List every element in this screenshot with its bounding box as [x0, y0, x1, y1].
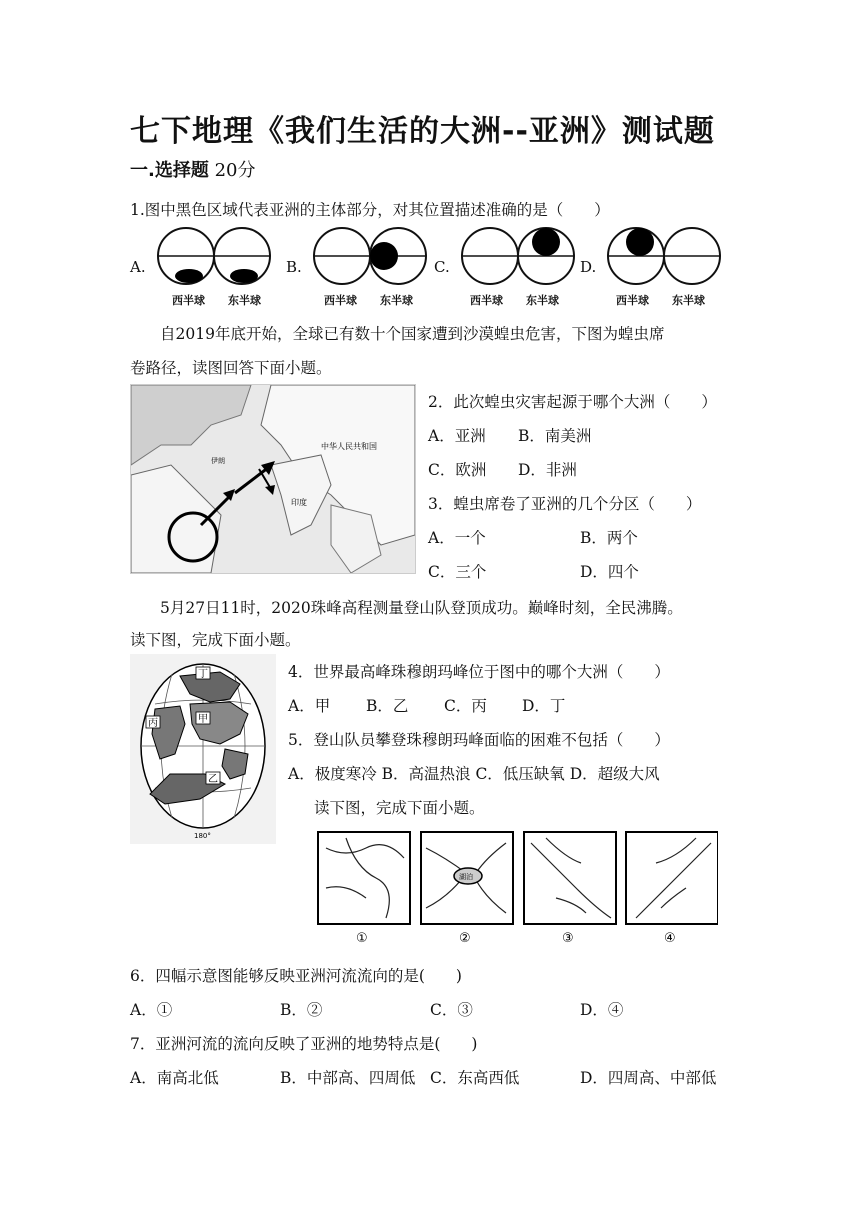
label-ding: 丁 — [198, 669, 208, 680]
q6-option-c: C．③ — [430, 1001, 473, 1019]
asia-shape — [230, 269, 258, 283]
q1-option-d-figure — [606, 226, 722, 288]
asia-shape — [175, 269, 203, 283]
q3-option-c: C．三个 — [428, 563, 487, 581]
q4-option-a: A．甲 — [288, 697, 331, 715]
section-heading — [130, 156, 255, 182]
locust-route-map — [130, 384, 416, 574]
q4-option-d: D．丁 — [522, 697, 566, 715]
q6-option-a: A．① — [130, 1001, 173, 1019]
west-hemisphere-label: 西半球 — [172, 294, 205, 307]
section-score: 20分 — [214, 160, 256, 181]
river-fig-4 — [626, 832, 718, 924]
q6-option-d: D．④ — [580, 1001, 624, 1019]
east-hemisphere-label: 东半球 — [672, 294, 705, 307]
q7-option-d: D．四周高、中部低 — [580, 1069, 717, 1087]
q2-option-b: B．南美洲 — [518, 427, 592, 445]
east-hemisphere-label: 东半球 — [526, 294, 559, 307]
everest-intro-line1: 5月27日11时，2020珠峰高程测量登山队登顶成功。巅峰时刻，全民沸腾。 — [160, 599, 683, 617]
q7-stem: 7．亚洲河流的流向反映了亚洲的地势特点是( ) — [130, 1035, 478, 1053]
q6-stem: 6．四幅示意图能够反映亚洲河流流向的是( ) — [130, 967, 462, 985]
river-fig-1 — [318, 832, 410, 924]
q4-option-b: B．乙 — [366, 697, 409, 715]
lake-label: 湖泊 — [459, 873, 473, 881]
q2-option-a: A．亚洲 — [428, 427, 486, 445]
river-fig-4-label: ④ — [664, 931, 676, 946]
q6-option-b: B．② — [280, 1001, 323, 1019]
label-jia: 甲 — [198, 714, 208, 725]
q3-option-d: D．四个 — [580, 563, 639, 581]
q1-option-a-figure — [156, 226, 272, 288]
river-fig-3-label: ③ — [562, 931, 574, 946]
q5-stem: 5．登山队员攀登珠穆朗玛峰面临的困难不包括（ ） — [288, 731, 670, 749]
q1-option-c-figure — [460, 226, 576, 288]
rivers-intro: 读下图，完成下面小题。 — [314, 799, 485, 817]
west-hemisphere-label: 西半球 — [470, 294, 503, 307]
asia-shape — [626, 228, 654, 256]
q2-option-d: D．非洲 — [518, 461, 577, 479]
q7-option-a: A．南高北低 — [130, 1069, 219, 1087]
river-fig-3 — [524, 832, 616, 924]
q4-option-c: C．丙 — [444, 697, 487, 715]
section-label: 一.选择题 — [130, 160, 209, 181]
river-fig-1-label: ① — [356, 931, 368, 946]
q2-stem: 2．此次蝗虫灾害起源于哪个大洲（ ） — [428, 393, 717, 411]
east-hemisphere-label: 东半球 — [228, 294, 261, 307]
q1-option-c-letter: C. — [434, 258, 450, 276]
q1-stem: 1.图中黑色区域代表亚洲的主体部分，对其位置描述准确的是（ ） — [130, 201, 610, 219]
everest-intro-line2: 读下图，完成下面小题。 — [130, 631, 301, 649]
label-yi: 乙 — [208, 774, 218, 785]
q4-stem: 4．世界最高峰珠穆朗玛峰位于图中的哪个大洲（ ） — [288, 663, 670, 681]
india-label: 印度 — [291, 498, 307, 507]
bottom-longitude-label: 180° — [194, 832, 211, 840]
q1-option-b-figure — [312, 226, 428, 288]
q1-option-a-letter: A. — [130, 258, 146, 276]
west-hemisphere-label: 西半球 — [324, 294, 357, 307]
label-bing: 丙 — [148, 718, 158, 729]
east-hemisphere-label: 东半球 — [380, 294, 413, 307]
west-hemisphere-label: 西半球 — [616, 294, 649, 307]
q1-option-b-letter: B. — [286, 258, 302, 276]
asia-shape — [532, 228, 560, 256]
q5-options: A．极度寒冷 B．高温热浪 C．低压缺氧 D．超级大风 — [288, 765, 660, 783]
page-title: 七下地理《我们生活的大洲--亚洲》测试题 — [130, 114, 715, 149]
q7-option-b: B．中部高、四周低 — [280, 1069, 416, 1087]
q2-option-c: C．欧洲 — [428, 461, 487, 479]
river-figures — [316, 828, 718, 948]
q3-stem: 3．蝗虫席卷了亚洲的几个分区（ ） — [428, 495, 702, 513]
q1-option-d-letter: D. — [580, 258, 597, 276]
q3-option-a: A．一个 — [428, 529, 486, 547]
q7-option-c: C．东高西低 — [430, 1069, 520, 1087]
locust-intro-line1: 自2019年底开始，全球已有数十个国家遭到沙漠蝗虫危害，下图为蝗虫席 — [160, 325, 665, 343]
china-label: 中华人民共和国 — [321, 442, 377, 451]
locust-intro-line2: 卷路径，读图回答下面小题。 — [130, 359, 332, 377]
world-map — [130, 654, 276, 844]
asia-shape — [370, 242, 398, 270]
iran-label: 伊朗 — [211, 457, 225, 465]
river-fig-2-label: ② — [459, 931, 471, 946]
q3-option-b: B．两个 — [580, 529, 638, 547]
